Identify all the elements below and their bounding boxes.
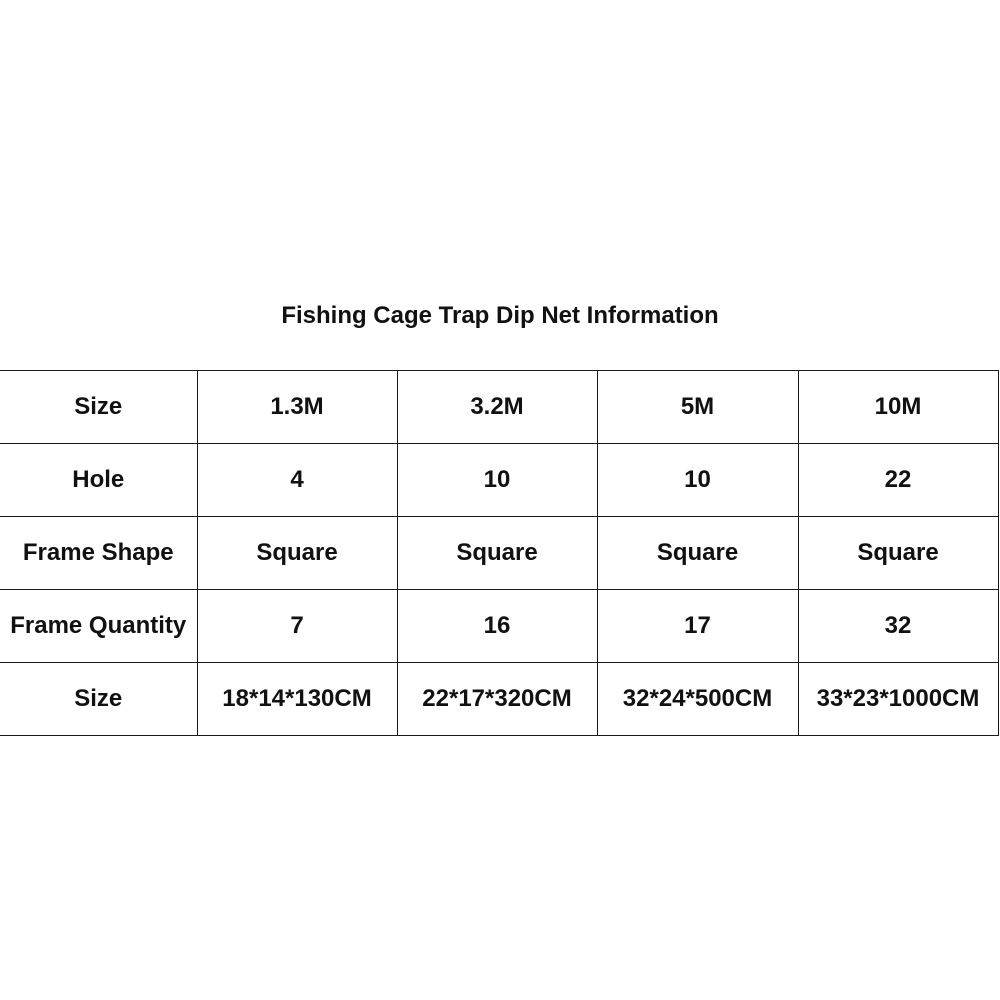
table-cell: 10 — [597, 444, 798, 517]
table-cell: 33*23*1000CM — [798, 663, 998, 736]
table-cell: 10 — [397, 444, 597, 517]
table-row-hole — [0, 444, 998, 517]
row-label: Frame Quantity — [0, 590, 197, 663]
row-label: Hole — [0, 444, 197, 517]
table-cell: 17 — [597, 590, 798, 663]
spec-table — [0, 370, 999, 736]
table-cell: Square — [397, 517, 597, 590]
table-cell: 22*17*320CM — [397, 663, 597, 736]
table-cell: 32*24*500CM — [597, 663, 798, 736]
table-cell: Square — [197, 517, 397, 590]
table-cell: Square — [597, 517, 798, 590]
table-row-size — [0, 371, 998, 444]
row-label: Size — [0, 371, 197, 444]
table-cell: 32 — [798, 590, 998, 663]
table-cell: 18*14*130CM — [197, 663, 397, 736]
table-cell: 4 — [197, 444, 397, 517]
table-cell: 5M — [597, 371, 798, 444]
table-cell: Square — [798, 517, 998, 590]
table-cell: 16 — [397, 590, 597, 663]
table-row-frame-shape — [0, 517, 998, 590]
table-cell: 22 — [798, 444, 998, 517]
table-cell: 10M — [798, 371, 998, 444]
row-label: Size — [0, 663, 197, 736]
row-label: Frame Shape — [0, 517, 197, 590]
table-row-dimensions — [0, 663, 998, 736]
table-cell: 1.3M — [197, 371, 397, 444]
table-row-frame-quantity — [0, 590, 998, 663]
page-title: Fishing Cage Trap Dip Net Information — [281, 302, 719, 329]
table-cell: 3.2M — [397, 371, 597, 444]
table-cell: 7 — [197, 590, 397, 663]
